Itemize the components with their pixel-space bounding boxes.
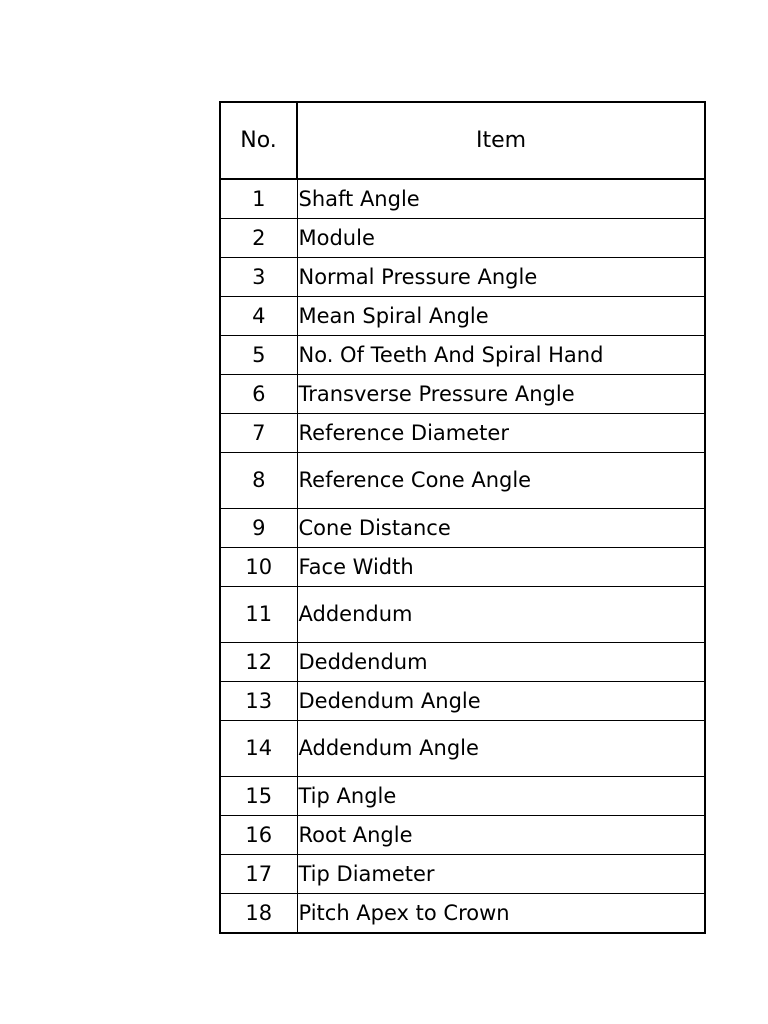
table-row [220, 258, 705, 297]
row-number: 2 [220, 219, 297, 258]
row-number: 3 [220, 258, 297, 297]
row-item: Shaft Angle [297, 179, 705, 219]
row-number: 6 [220, 375, 297, 414]
row-item: Cone Distance [297, 509, 705, 548]
table-row [220, 219, 705, 258]
row-item: Face Width [297, 548, 705, 587]
row-item: Pitch Apex to Crown [297, 894, 705, 934]
table-row [220, 336, 705, 375]
table-header-row [220, 102, 705, 179]
gear-parameter-table [219, 101, 706, 934]
gear-parameter-sheet [219, 101, 704, 934]
row-number: 7 [220, 414, 297, 453]
row-item: Normal Pressure Angle [297, 258, 705, 297]
row-item: Tip Angle [297, 777, 705, 816]
header-item: Item [297, 102, 705, 179]
table-row [220, 179, 705, 219]
table-row [220, 777, 705, 816]
table-row [220, 548, 705, 587]
row-item: No. Of Teeth And Spiral Hand [297, 336, 705, 375]
table-row [220, 894, 705, 934]
row-item: Addendum [297, 587, 705, 643]
row-item: Deddendum [297, 643, 705, 682]
row-item: Module [297, 219, 705, 258]
row-number: 10 [220, 548, 297, 587]
table-row [220, 816, 705, 855]
row-number: 12 [220, 643, 297, 682]
row-item: Reference Cone Angle [297, 453, 705, 509]
table-row [220, 682, 705, 721]
row-number: 9 [220, 509, 297, 548]
row-number: 4 [220, 297, 297, 336]
row-item: Dedendum Angle [297, 682, 705, 721]
row-item: Addendum Angle [297, 721, 705, 777]
row-number: 11 [220, 587, 297, 643]
row-number: 18 [220, 894, 297, 934]
row-number: 5 [220, 336, 297, 375]
row-number: 14 [220, 721, 297, 777]
row-number: 17 [220, 855, 297, 894]
row-item: Reference Diameter [297, 414, 705, 453]
table-row [220, 509, 705, 548]
table-row [220, 855, 705, 894]
table-row [220, 587, 705, 643]
row-number: 15 [220, 777, 297, 816]
row-item: Root Angle [297, 816, 705, 855]
row-item: Mean Spiral Angle [297, 297, 705, 336]
row-number: 1 [220, 179, 297, 219]
row-item: Transverse Pressure Angle [297, 375, 705, 414]
table-row [220, 453, 705, 509]
row-item: Tip Diameter [297, 855, 705, 894]
table-row [220, 643, 705, 682]
table-row [220, 414, 705, 453]
table-row [220, 721, 705, 777]
table-row [220, 297, 705, 336]
header-no: No. [220, 102, 297, 179]
table-row [220, 375, 705, 414]
row-number: 13 [220, 682, 297, 721]
row-number: 8 [220, 453, 297, 509]
row-number: 16 [220, 816, 297, 855]
